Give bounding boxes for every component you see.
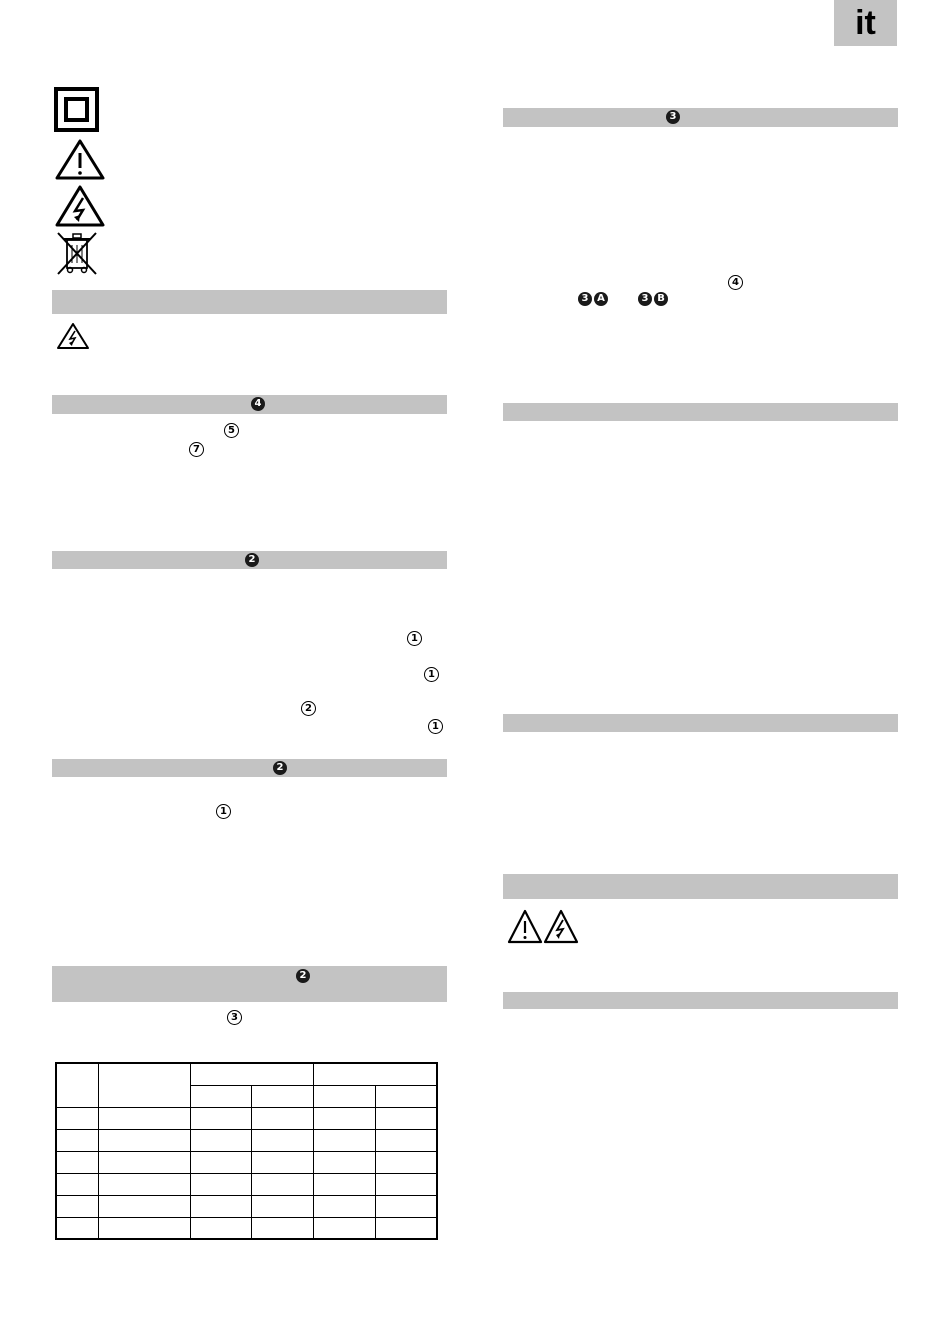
figure-ref-badge: 3	[578, 292, 592, 306]
table-cell	[252, 1217, 314, 1239]
table-row	[56, 1217, 437, 1239]
figure-ref-badge: 1	[428, 719, 443, 734]
language-tab: it	[834, 0, 897, 46]
weee-bin-icon	[55, 230, 99, 276]
figure-ref-badge: 3	[638, 292, 652, 306]
table-cell	[190, 1129, 252, 1151]
figure-ref-badge: A	[594, 292, 608, 306]
table-cell	[190, 1063, 313, 1085]
table-cell	[314, 1107, 376, 1129]
table-cell	[99, 1173, 191, 1195]
table-cell	[56, 1173, 99, 1195]
figure-ref-badge: 1	[216, 804, 231, 819]
table-row	[56, 1173, 437, 1195]
table-cell	[314, 1129, 376, 1151]
table-cell	[99, 1151, 191, 1173]
figure-ref-badge: 3	[227, 1010, 242, 1025]
table-cell	[99, 1107, 191, 1129]
warning-electric-pair-icon	[507, 908, 579, 946]
figure-ref-badge: 5	[224, 423, 239, 438]
figure-ref-badge: 7	[189, 442, 204, 457]
warning-triangle-icon	[54, 138, 106, 180]
table-cell	[252, 1195, 314, 1217]
table-cell	[190, 1173, 252, 1195]
figure-ref-badge: 2	[301, 701, 316, 716]
table-cell	[252, 1151, 314, 1173]
table-cell	[190, 1217, 252, 1239]
table-cell	[252, 1173, 314, 1195]
figure-ref-badge: 1	[424, 667, 439, 682]
table-cell	[56, 1129, 99, 1151]
table-cell	[190, 1195, 252, 1217]
table-cell	[56, 1217, 99, 1239]
table-cell	[375, 1085, 437, 1107]
electric-hazard-small-icon	[56, 322, 90, 350]
table-cell	[252, 1107, 314, 1129]
section-header-bar-2c	[52, 966, 447, 1002]
section-header-bar-4	[52, 395, 447, 414]
table-cell	[314, 1085, 376, 1107]
table-cell	[375, 1217, 437, 1239]
table-cell	[375, 1129, 437, 1151]
table-cell	[314, 1151, 376, 1173]
figure-ref-badge: 2	[245, 553, 259, 567]
table-cell	[375, 1173, 437, 1195]
table-row	[56, 1151, 437, 1173]
table-cell	[375, 1151, 437, 1173]
table-cell	[190, 1107, 252, 1129]
table-cell	[99, 1195, 191, 1217]
section-header-bar-r5	[503, 992, 898, 1009]
table-cell	[99, 1129, 191, 1151]
table-cell	[252, 1129, 314, 1151]
section-header-bar-2b	[52, 759, 447, 777]
table-cell	[99, 1217, 191, 1239]
table-row	[56, 1129, 437, 1151]
table-cell	[56, 1063, 99, 1107]
table-cell	[252, 1085, 314, 1107]
table-cell	[314, 1217, 376, 1239]
table-cell	[56, 1195, 99, 1217]
table-cell	[375, 1107, 437, 1129]
figure-ref-badge: 2	[296, 969, 310, 983]
table-row	[56, 1195, 437, 1217]
table-cell	[314, 1195, 376, 1217]
table-cell	[314, 1173, 376, 1195]
figure-ref-badge: 3	[666, 110, 680, 124]
section-header-bar-3	[503, 108, 898, 127]
section-header-bar-r3	[503, 714, 898, 732]
table-header-row	[56, 1063, 437, 1085]
table-cell	[375, 1195, 437, 1217]
table-cell	[190, 1151, 252, 1173]
section-header-bar-r2	[503, 403, 898, 421]
table-cell	[56, 1151, 99, 1173]
spec-table	[55, 1062, 438, 1240]
double-insulation-icon	[54, 87, 99, 132]
section-header-bar-safety	[52, 290, 447, 314]
table-cell	[99, 1063, 191, 1107]
figure-ref-badge: 4	[728, 275, 743, 290]
table-row	[56, 1107, 437, 1129]
table-cell	[190, 1085, 252, 1107]
figure-ref-badge: 2	[273, 761, 287, 775]
figure-ref-badge: 4	[251, 397, 265, 411]
electric-hazard-icon	[54, 184, 106, 228]
figure-ref-badge: 1	[407, 631, 422, 646]
figure-ref-badge: B	[654, 292, 668, 306]
table-cell	[56, 1107, 99, 1129]
section-header-bar-r4	[503, 874, 898, 899]
table-cell	[314, 1063, 437, 1085]
